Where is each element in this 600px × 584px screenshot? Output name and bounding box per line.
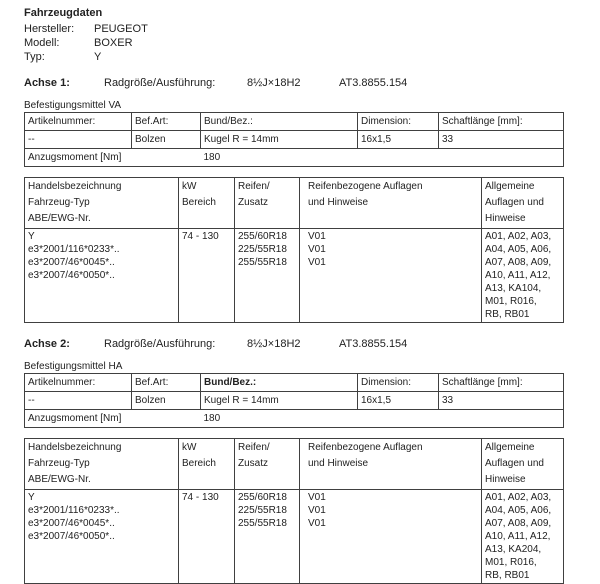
fastening-header-befart: Bef.Art: [132,113,201,131]
fastening-section-label: Befestigungsmittel VA [24,100,122,111]
vehicle-info-label: Hersteller: [24,23,75,35]
tires-sizes-cell: 255/60R18 225/55R18 255/55R18 [235,490,300,584]
torque-label: Anzugsmoment [Nm] [25,149,201,167]
fastening-section-label: Befestigungsmittel HA [24,361,123,372]
tires-sizes-cell: 255/60R18 225/55R18 255/55R18 [235,229,300,323]
tires-conditions-cell: V01 V01 V01 [300,229,482,323]
fastening-befart: Bolzen [132,131,201,149]
vehicle-info-row [24,22,587,36]
vehicle-info-row [24,36,587,50]
axle-2-heading [24,337,587,351]
vehicle-info-value: PEUGEOT [94,23,148,35]
fastening-header-dimension: Dimension: [358,113,439,131]
fastening-befart: Bolzen [132,392,201,410]
fastening-dimension: 16x1,5 [358,131,439,149]
fastening-dimension: 16x1,5 [358,392,439,410]
fastening-header-schaftlaenge: Schaftlänge [mm]: [439,374,564,392]
tires-header-kw-bereich: kW Bereich [179,439,235,490]
fastening-schaftlaenge: 33 [439,392,564,410]
tires-header-reifen-zusatz: Reifen/ Zusatz [235,439,300,490]
tires-conditions-cell: V01 V01 V01 [300,490,482,584]
fastening-schaftlaenge: 33 [439,131,564,149]
document-title: Fahrzeugdaten [24,7,103,19]
tires-table-axle-2 [24,438,564,584]
fastening-header-artikelnummer: Artikelnummer: [25,113,132,131]
tires-header-handelsbezeichnung: Handelsbezeichnung Fahrzeug-Typ ABE/EWG-Nr. [25,178,179,229]
torque-value: 180 [201,410,564,428]
tires-header-row [25,178,564,229]
tires-kw-range-cell: 74 - 130 [179,490,235,584]
fastening-header-dimension: Dimension: [358,374,439,392]
wheel-size-label: Radgröße/Ausführung: [104,77,216,89]
tires-header-allgemeine-auflagen: Allgemeine Auflagen und Hinweise [482,178,564,229]
tires-general-conditions-cell: A01, A02, A03, A04, A05, A06, A07, A08, A09, A10, A11, A12, A13, KA204, M01, R016, RB, RB01 [482,490,564,584]
fastening-value-row [25,131,564,149]
wheel-size-value: 8½J×18H2 [247,77,301,89]
axle-1-heading [24,76,587,90]
fastening-bund: Kugel R = 14mm [201,131,358,149]
approval-number: AT3.8855.154 [339,338,408,350]
fastening-artikelnummer: -- [25,131,132,149]
vehicle-info [24,22,587,64]
fastening-bund: Kugel R = 14mm [201,392,358,410]
tires-vehicle-type-cell: Y e3*2001/116*0233*.. e3*2007/46*0045*.. e3*2007/46*0050*.. [25,229,179,323]
fastening-value-row [25,392,564,410]
torque-row [25,149,564,167]
axle-1-section [24,76,587,323]
tires-header-reifenbezogene-auflagen: Reifenbezogene Auflagen und Hinweise [300,439,482,490]
approval-number: AT3.8855.154 [339,77,408,89]
vehicle-info-label: Typ: [24,51,45,63]
torque-row [25,410,564,428]
fastening-header-artikelnummer: Artikelnummer: [25,374,132,392]
fastening-header-row [25,374,564,392]
tires-data-row [25,229,564,323]
tires-data-row [25,490,564,584]
wheel-size-label: Radgröße/Ausführung: [104,338,216,350]
vehicle-info-row [24,50,587,64]
fastening-header-bund: Bund/Bez.: [201,113,358,131]
axle-2-section [24,337,587,584]
axle-label: Achse 2: [24,338,70,350]
fastening-header-schaftlaenge: Schaftlänge [mm]: [439,113,564,131]
fastening-table-ha [24,373,564,428]
fastening-header-bund: Bund/Bez.: [201,374,358,392]
wheel-size-value: 8½J×18H2 [247,338,301,350]
axle-label: Achse 1: [24,77,70,89]
torque-label: Anzugsmoment [Nm] [25,410,201,428]
tires-header-reifen-zusatz: Reifen/ Zusatz [235,178,300,229]
tires-header-kw-bereich: kW Bereich [179,178,235,229]
fastening-table-va [24,112,564,167]
vehicle-info-value: Y [94,51,102,63]
tires-header-row [25,439,564,490]
tires-vehicle-type-cell: Y e3*2001/116*0233*.. e3*2007/46*0045*.. e3*2007/46*0050*.. [25,490,179,584]
vehicle-info-value: BOXER [94,37,133,49]
vehicle-info-label: Modell: [24,37,60,49]
tires-general-conditions-cell: A01, A02, A03, A04, A05, A06, A07, A08, A09, A10, A11, A12, A13, KA104, M01, R016, RB, RB01 [482,229,564,323]
fastening-header-befart: Bef.Art: [132,374,201,392]
tires-kw-range-cell: 74 - 130 [179,229,235,323]
fastening-artikelnummer: -- [25,392,132,410]
tires-header-reifenbezogene-auflagen: Reifenbezogene Auflagen und Hinweise [300,178,482,229]
torque-value: 180 [201,149,564,167]
tires-header-allgemeine-auflagen: Allgemeine Auflagen und Hinweise [482,439,564,490]
tires-header-handelsbezeichnung: Handelsbezeichnung Fahrzeug-Typ ABE/EWG-Nr. [25,439,179,490]
fastening-header-row [25,113,564,131]
tires-table-axle-1 [24,177,564,323]
